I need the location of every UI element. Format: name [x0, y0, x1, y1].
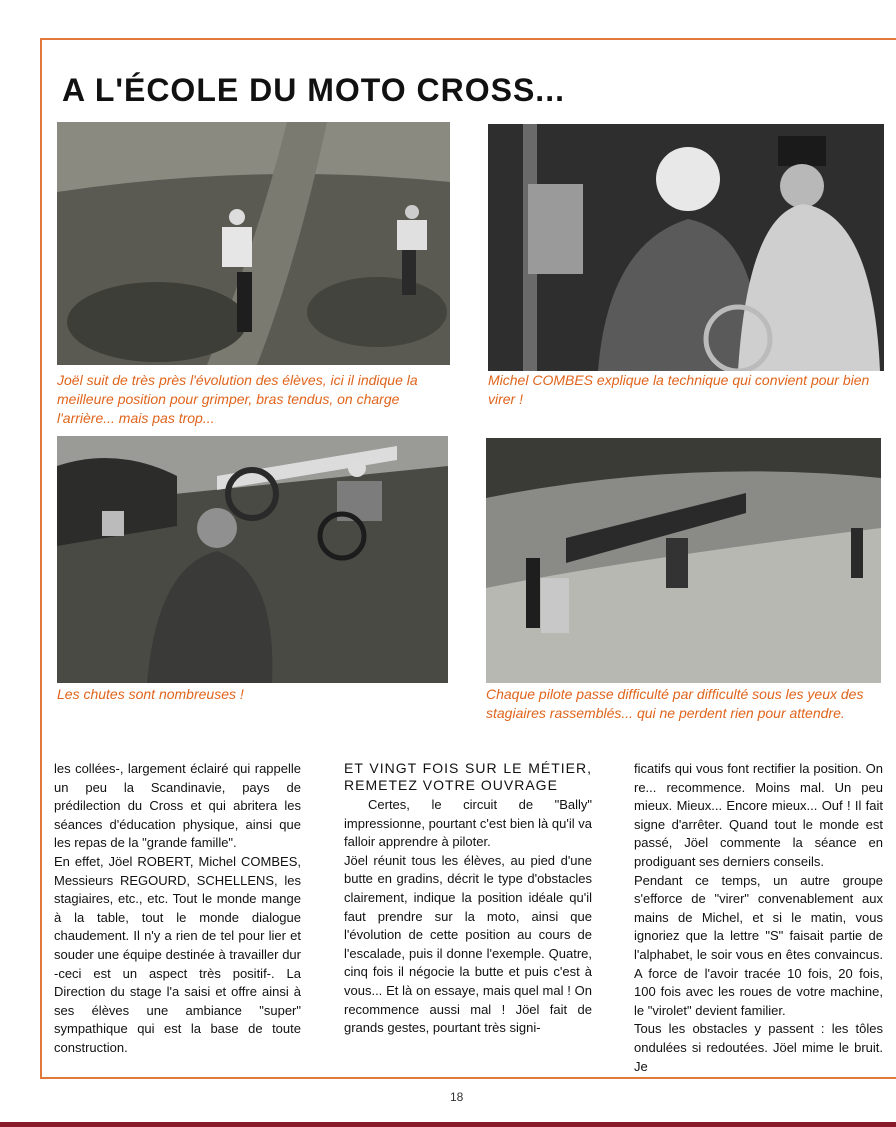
- article-column-1: [54, 760, 301, 1058]
- photo-trainees-watching: [486, 438, 881, 683]
- paragraph: Certes, le circuit de "Bally" impressionne, pourtant c'est bien là qu'il va falloir apprendre à piloter.: [344, 797, 592, 850]
- photo-caption: Michel COMBES explique la technique qui convient pour bien virer !: [488, 372, 870, 407]
- paragraph: Jöel réunit tous les élèves, au pied d'une butte en gradins, décrit le type d'obstacles clairement, indique la position idéale qu'il faut prendre sur la moto, ainsi que l'évolution de cette position au cours de l'escalade, puis il donne l'exemple. Quatre, cinq fois il négocie la butte et puis c'est à vous... Et là on essaye, mais quel mal ! On recommence aussi mal ! Jöel fait de grands gestes, pourtant très signi-: [344, 852, 592, 1036]
- bottom-rule: [0, 1122, 896, 1127]
- photo-falls: [57, 436, 448, 683]
- photo-caption: Joël suit de très près l'évolution des élèves, ici il indique la meilleure position pour grimper, bras tendus, on charge l'arrière... mais pas trop...: [57, 372, 418, 426]
- paragraph: Tous les obstacles y passent : les tôles ondulées si redoutées. Jöel mime le bruit. Je: [634, 1021, 883, 1074]
- article-column-2: [344, 760, 592, 1038]
- paragraph: ficatifs qui vous font rectifier la position. On re... recommence. Moins mal. Un peu mieux. Mieux... Encore mieux... Ouf ! Il fait signe d'arrêter. Quand tout le monde est passé, Jöel commente la séance en prodiguant ses derniers conseils.: [634, 761, 883, 869]
- paragraph: les collées-, largement éclairé qui rappelle un peu la Scandinavie, pays de prédilection du Cross et qui abritera les séances d'éducation physique, ainsi que les repas de la "grande famille".: [54, 761, 301, 851]
- article-column-3: [634, 760, 883, 1076]
- photo-caption: Chaque pilote passe difficulté par difficulté sous les yeux des stagiaires rassemblés... qui ne perdent rien pour attendre.: [486, 686, 864, 721]
- photo-climbing-riders: [57, 122, 450, 365]
- paragraph: En effet, Jöel ROBERT, Michel COMBES, Messieurs REGOURD, SCHELLENS, les stagiaires, etc., etc. Tout le monde mange à la table, tout le monde dialogue chaudement. Il n'y a rien de tel pour lier et souder une équipe destinée à travailler dur -ceci est un aspect très positif-. La Direction du stage l'a saisi et offre ainsi à ses élèves une ambiance "super" sympathique qui est la base de toute construction.: [54, 853, 301, 1055]
- paragraph: Pendant ce temps, un autre groupe s'efforce de "virer" convenablement aux mains de Michel, et si le matin, vous ignoriez que la lettre "S" faisait partie de l'alphabet, le soir vous en êtes convaincus. A force de l'avoir tracée 10 fois, 20 fois, 100 fois avec les roues de votre machine, le "virolet" devient familier.: [634, 872, 883, 1018]
- page-number: 18: [450, 1090, 464, 1104]
- photo-caption: Les chutes sont nombreuses !: [57, 686, 244, 702]
- section-heading: ET VINGT FOIS SUR LE MÉTIER, REMETEZ VOTRE OUVRAGE: [344, 760, 592, 793]
- photo-michel-combes: [488, 124, 884, 371]
- page-title: A L'ÉCOLE DU MOTO CROSS...: [62, 72, 565, 108]
